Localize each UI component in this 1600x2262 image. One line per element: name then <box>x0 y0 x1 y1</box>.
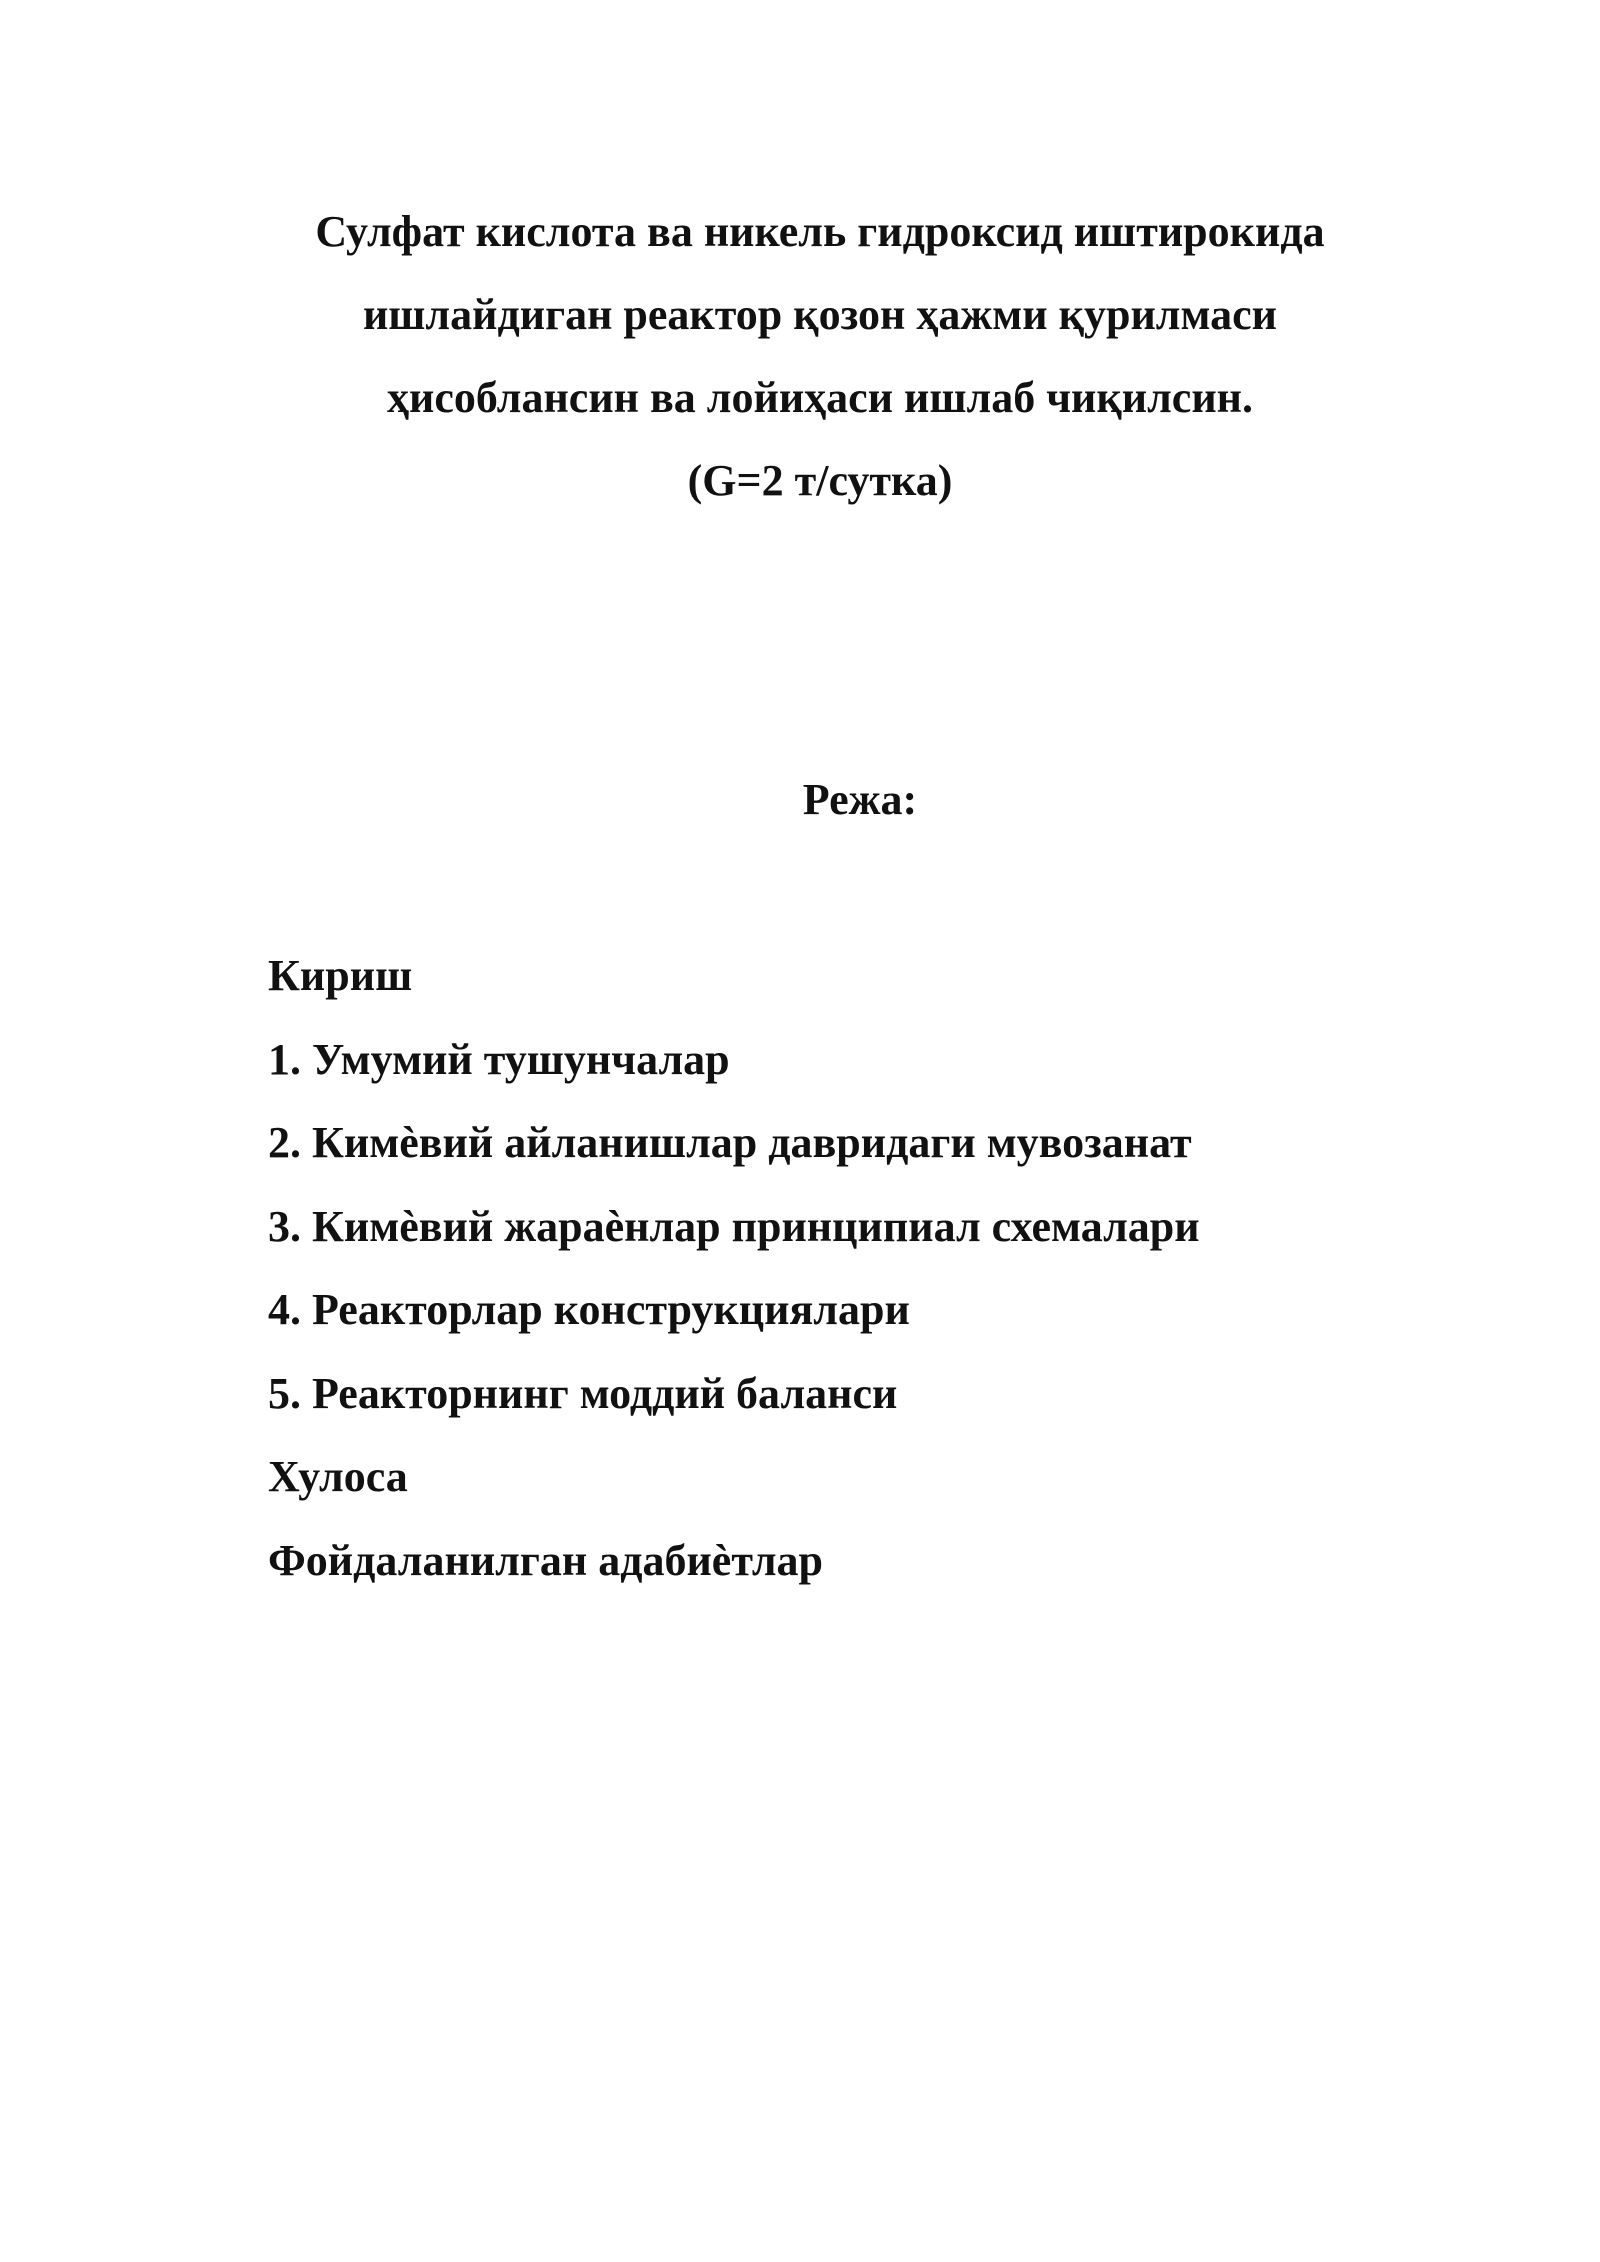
toc-item: 4. Реакторлар конструкциялари <box>268 1285 910 1334</box>
toc-item: Кириш <box>268 951 413 1000</box>
document-title <box>200 190 1440 522</box>
toc-item: Хулоса <box>268 1452 408 1501</box>
toc-item: 2. Кимѐвий айланишлар давридаги мувозанат <box>268 1118 1192 1167</box>
toc-item: 1. Умумий тушунчалар <box>268 1034 730 1084</box>
table-of-contents <box>268 934 1468 1602</box>
plan-heading: Режа: <box>802 775 918 824</box>
title-line: Сулфат кислота ва никель гидроксид иштирокида <box>315 207 1325 256</box>
toc-item: 5. Реакторнинг моддий баланси <box>268 1368 898 1418</box>
toc-item: 3. Кимѐвий жараѐнлар принципиал схемалари <box>268 1201 1200 1251</box>
title-capacity-line: (G=2 т/сутка) <box>687 456 953 505</box>
title-line: ишлайдиган реактор қозон ҳажми қурилмаси <box>362 290 1278 339</box>
toc-item: Фойдаланилган адабиѐтлар <box>268 1535 824 1585</box>
title-line: ҳисоблансин ва лойиҳаси ишлаб чиқилсин. <box>386 373 1254 422</box>
